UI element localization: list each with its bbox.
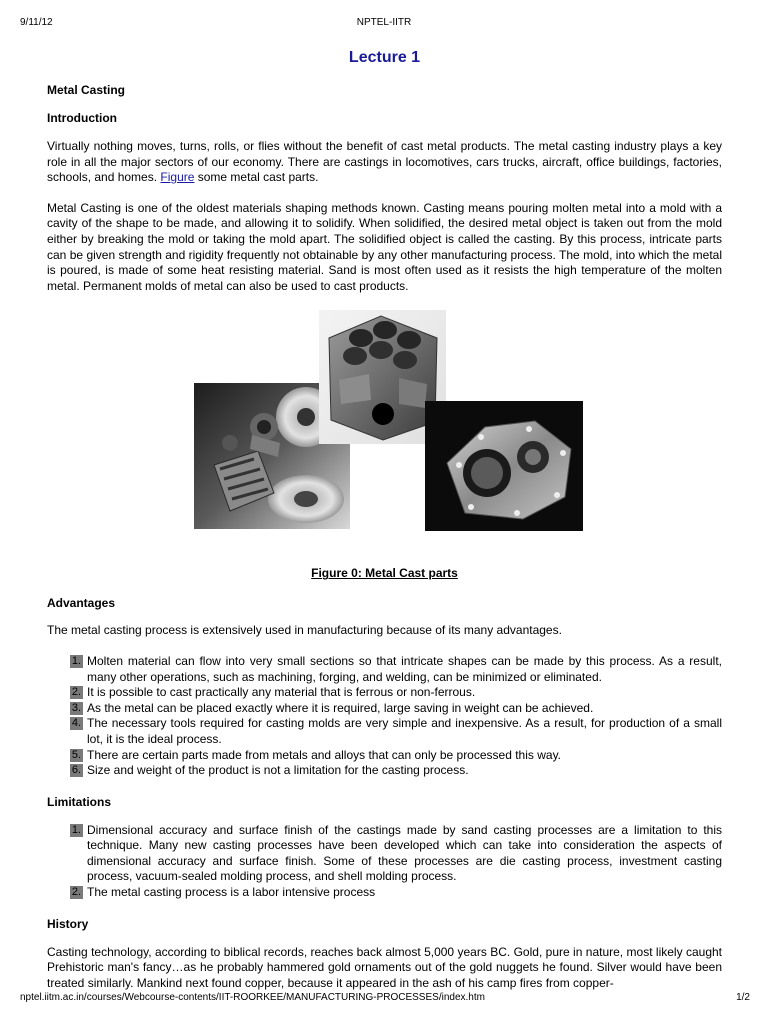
list-item — [47, 885, 722, 901]
heading-advantages: Advantages — [47, 596, 116, 611]
print-url: nptel.iitm.ac.in/courses/Webcourse-contents/IIT-ROORKEE/MANUFACTURING-PROCESSES/index.htm — [20, 992, 485, 1003]
list-number: 2. — [71, 886, 82, 899]
print-header — [0, 17, 768, 31]
heading-introduction: Introduction — [47, 111, 117, 125]
list-item-text: As the metal can be placed exactly where it is required, large saving in weight can be achieved. — [87, 700, 594, 715]
intro-text-start: Virtually nothing moves, turns, rolls, or flies without the benefit of cast metal products. The metal casting industry plays a key role in all the major sectors of our economy. There are castings in locomotives, cars trucks, aircraft, office buildings, factories, schools, and homes. — [47, 139, 722, 185]
list-item-text: There are certain parts made from metals and alloys that can only be processed this way. — [87, 747, 562, 762]
intro-text-end: some metal cast parts. — [194, 170, 319, 185]
list-number: 1. — [71, 654, 82, 667]
intro-paragraph — [47, 139, 722, 186]
list-item — [47, 654, 722, 685]
print-date: 9/11/12 — [20, 17, 53, 28]
heading-metal-casting: Metal Casting — [47, 83, 126, 97]
advantages-intro: The metal casting process is extensively used in manufacturing because of its many advantages. — [47, 623, 562, 638]
list-item-text: Molten material can flow into very small sections so that intricate shapes can be made by this process. As a result, many other operations, such as machining, forging, and welding, can be minimized or eliminated. — [87, 653, 722, 684]
figure-caption: Figure 0: Metal Cast parts — [311, 566, 458, 581]
lecture-title: Lecture 1 — [348, 49, 421, 66]
list-item — [47, 823, 722, 885]
list-number: 5. — [71, 748, 82, 761]
list-number: 2. — [71, 686, 82, 699]
list-item — [47, 685, 722, 701]
figure-metal-cast-parts — [47, 306, 722, 566]
print-site-title: NPTEL-IITR — [356, 17, 412, 28]
lecture-content — [47, 48, 722, 991]
list-item-text: The necessary tools required for casting molds are very simple and inexpensive. As a result, for production of a small lot, it is the ideal process. — [87, 716, 722, 746]
heading-history: History — [47, 916, 89, 931]
list-item — [47, 763, 722, 779]
list-number: 6. — [71, 764, 82, 777]
metal-casting-paragraph: Metal Casting is one of the oldest materials shaping methods known. Casting means pouring molten metal into a mold with a cavity of the shape to be made, and allowing it to solidify. When solidified, the desired metal object is taken out from the mold either by breaking the mold or taking the mold apart. The solidified object is called the casting. By this process, intricate parts can be given strength and rigidity frequently not obtainable by any other manufacturing process. The mold, into which the metal is poured, is made of some heat resisting material. Sand is most often used as it resists the high temperature of the molten metal. Permanent molds of metal can also be used to cast products. — [47, 200, 722, 293]
list-item — [47, 716, 722, 747]
advantages-list — [47, 654, 722, 779]
list-number: 4. — [71, 717, 82, 730]
heading-limitations: Limitations — [47, 794, 112, 809]
figure-link[interactable]: Figure — [160, 170, 195, 185]
limitations-list — [47, 823, 722, 901]
list-number: 3. — [71, 701, 82, 714]
list-item-text: The metal casting process is a labor intensive process — [87, 885, 376, 900]
photo-gearbox-housing — [425, 401, 583, 531]
list-number: 1. — [71, 823, 82, 836]
list-item-text: Dimensional accuracy and surface finish of the castings made by sand casting processes are a limitation to this technique. Many new casting processes have been developed which can take into consideration the aspects of dimensional accuracy and surface finish. Some of these processes are die casting process, investment casting process, vacuum-sealed molding process, and shell molding process. — [87, 822, 722, 884]
list-item-text: Size and weight of the product is not a limitation for the casting process. — [87, 763, 469, 778]
print-page-number: 1/2 — [736, 992, 750, 1003]
list-item — [47, 748, 722, 764]
list-item-text: It is possible to cast practically any material that is ferrous or non-ferrous. — [87, 685, 476, 700]
list-item — [47, 701, 722, 717]
history-paragraph: Casting technology, according to biblical records, reaches back almost 5,000 years BC. Gold, pure in nature, most likely caught Prehistoric man's fancy…as he probably hammered gold ornaments out of the gold nuggets he found. Silver would have been treated similarly. Mankind next found copper, because it appeared in the ash of his camp fires from copper- — [47, 944, 722, 990]
